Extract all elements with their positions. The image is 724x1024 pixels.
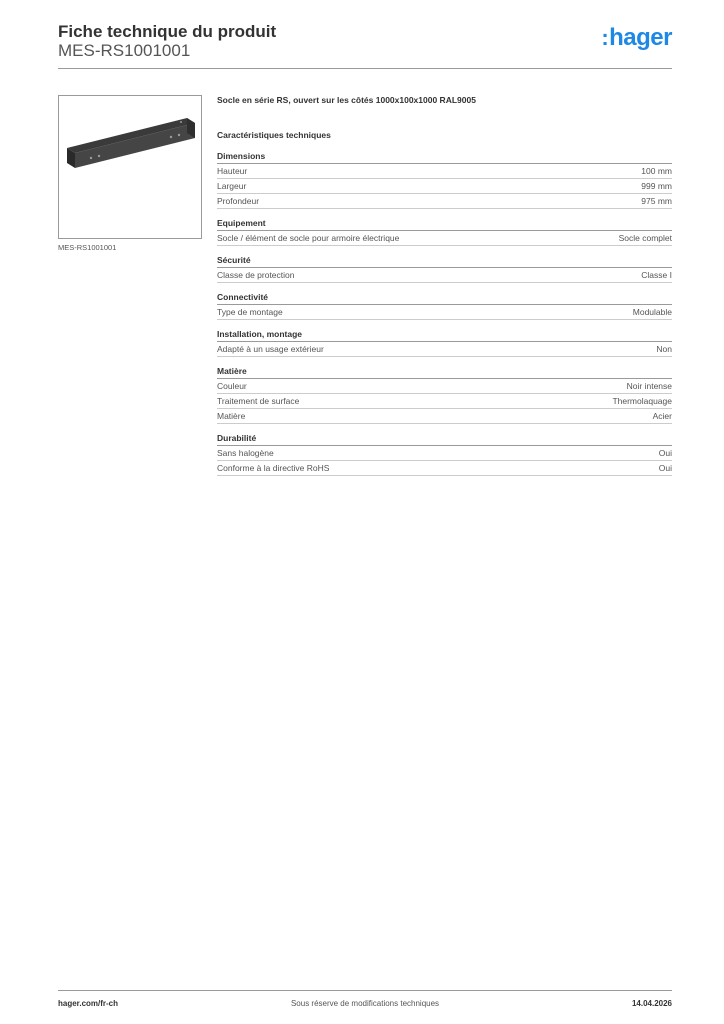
section-title: Installation, montage: [217, 329, 672, 342]
spec-value: 999 mm: [641, 181, 672, 191]
spec-row: [217, 394, 672, 409]
spec-label: Profondeur: [217, 196, 260, 206]
spec-label: Type de montage: [217, 307, 283, 317]
spec-row: [217, 461, 672, 476]
section-dimensions: [217, 151, 672, 209]
spec-label: Traitement de surface: [217, 396, 300, 406]
section-title: Dimensions: [217, 151, 672, 164]
spec-row: [217, 268, 672, 283]
spec-value: Oui: [658, 448, 672, 458]
section-title: Matière: [217, 366, 672, 379]
spec-label: Socle / élément de socle pour armoire électrique: [217, 233, 400, 243]
spec-value: Acier: [652, 411, 672, 421]
image-caption: MES-RS1001001: [58, 243, 117, 252]
spec-value: Thermolaquage: [612, 396, 672, 406]
page-title: Fiche technique du produit: [58, 22, 277, 41]
spec-value: Classe I: [641, 270, 672, 280]
spec-row: [217, 342, 672, 357]
spec-label: Couleur: [217, 381, 247, 391]
section-connectivite: [217, 292, 672, 320]
page-header: [58, 20, 672, 69]
spec-label: Hauteur: [217, 166, 248, 176]
spec-row: [217, 446, 672, 461]
spec-label: Largeur: [217, 181, 247, 191]
spec-value: 975 mm: [641, 196, 672, 206]
spec-value: Oui: [658, 463, 672, 473]
spec-row: [217, 179, 672, 194]
spec-value: Noir intense: [626, 381, 672, 391]
page-footer: [58, 990, 672, 1015]
spec-value: Non: [656, 344, 672, 354]
section-matiere: [217, 366, 672, 424]
spec-row: [217, 194, 672, 209]
section-installation: [217, 329, 672, 357]
spec-value: Modulable: [632, 307, 672, 317]
spec-label: Adapté à un usage extérieur: [217, 344, 324, 354]
product-reference: MES-RS1001001: [58, 41, 191, 60]
spec-value: Socle complet: [618, 233, 672, 243]
spec-row: [217, 231, 672, 246]
footer-note: Sous réserve de modifications techniques: [290, 999, 440, 1008]
product-image: [58, 95, 202, 239]
plinth-illustration: [59, 96, 201, 238]
spec-row: [217, 379, 672, 394]
hager-logo[interactable]: :hager: [601, 24, 672, 51]
spec-row: [217, 409, 672, 424]
content-area: [217, 95, 672, 476]
spec-label: Sans halogène: [217, 448, 274, 458]
section-title: Equipement: [217, 218, 672, 231]
spec-label: Matière: [217, 411, 246, 421]
section-title: Durabilité: [217, 433, 672, 446]
footer-website-link[interactable]: hager.com/fr-ch: [58, 999, 119, 1008]
spec-row: [217, 164, 672, 179]
spec-label: Conforme à la directive RoHS: [217, 463, 330, 473]
section-title: Sécurité: [217, 255, 672, 268]
section-equipement: [217, 218, 672, 246]
section-securite: [217, 255, 672, 283]
section-title: Connectivité: [217, 292, 672, 305]
logo-text: hager: [609, 24, 672, 51]
footer-date: 14.04.2026: [631, 999, 672, 1008]
product-description: Socle en série RS, ouvert sur les côtés 1000x100x1000 RAL9005: [217, 95, 476, 105]
spec-row: [217, 305, 672, 320]
section-durabilite: [217, 433, 672, 476]
spec-label: Classe de protection: [217, 270, 295, 280]
specs-title: Caractéristiques techniques: [217, 130, 331, 140]
spec-value: 100 mm: [641, 166, 672, 176]
